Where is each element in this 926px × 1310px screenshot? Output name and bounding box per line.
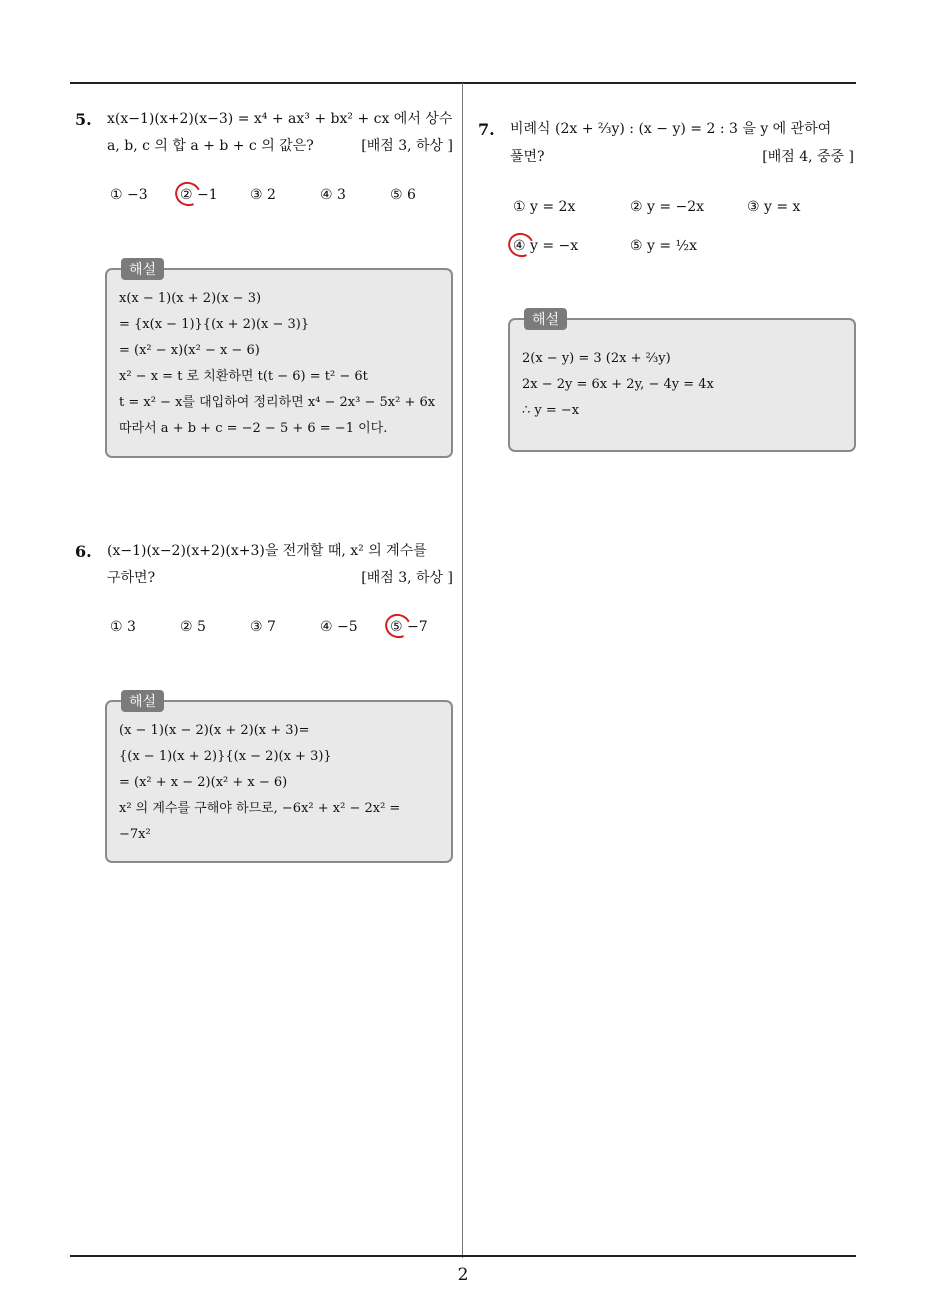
- question-meta: [배점 3, 하상 ]: [361, 138, 453, 154]
- solution-tag: 해설: [121, 690, 164, 712]
- solution-line: −7x²: [119, 827, 151, 842]
- solution-box-6: [105, 694, 453, 863]
- answer-circle-mark: [382, 610, 415, 641]
- solution-tag: 해설: [524, 308, 567, 330]
- solution-line: = {x(x − 1)}{(x + 2)(x − 3)}: [119, 317, 310, 332]
- solution-lines: [119, 286, 435, 442]
- question-text-line1: x(x−1)(x+2)(x−3) = x⁴ + ax³ + bx² + cx 에서 상수: [107, 111, 453, 127]
- bottom-rule: [70, 1255, 856, 1257]
- solution-line: x² − x = t 로 치환하면 t(t − 6) = t² − 6t: [119, 369, 368, 384]
- top-rule: [70, 82, 856, 84]
- solution-box-7: [508, 312, 856, 452]
- answer-circle-mark: [505, 229, 538, 260]
- page-number: 2: [457, 1265, 469, 1285]
- solution-line: (x − 1)(x − 2)(x + 2)(x + 3)=: [119, 723, 310, 738]
- choice-4[interactable]: ④ y = −x: [513, 238, 579, 254]
- solution-line: x(x − 1)(x + 2)(x − 3): [119, 291, 262, 306]
- choice-5[interactable]: ⑤ −7: [390, 619, 428, 635]
- answer-circle-mark: [172, 178, 205, 209]
- question-text-line2: a, b, c 의 합 a + b + c 의 값은?: [107, 138, 314, 154]
- solution-line: 따라서 a + b + c = −2 − 5 + 6 = −1 이다.: [119, 421, 388, 436]
- solution-line: x² 의 계수를 구해야 하므로, −6x² + x² − 2x² =: [119, 801, 401, 816]
- question-number: 5.: [75, 110, 92, 129]
- choice-2[interactable]: ② y = −2x: [630, 199, 705, 215]
- question-7: [478, 116, 854, 165]
- question-text-line1: (x−1)(x−2)(x+2)(x+3)을 전개할 때, x² 의 계수를: [107, 543, 427, 559]
- choice-1[interactable]: ① y = 2x: [513, 199, 576, 215]
- solution-lines: [522, 346, 714, 424]
- choice-1[interactable]: ① 3: [110, 619, 136, 635]
- choice-4[interactable]: ④ 3: [320, 187, 346, 203]
- choice-3[interactable]: ③ 7: [250, 619, 276, 635]
- question-text-line2: 구하면?: [107, 570, 156, 586]
- choice-4[interactable]: ④ −5: [320, 619, 358, 635]
- choice-5[interactable]: ⑤ 6: [390, 187, 416, 203]
- solution-line: = (x² + x − 2)(x² + x − 6): [119, 775, 288, 790]
- column-divider: [462, 83, 463, 1258]
- solution-lines: [119, 718, 400, 848]
- question-text-line1: 비례식 (2x + ⅔y) : (x − y) = 2 : 3 을 y 에 관하여: [510, 121, 832, 137]
- choice-3[interactable]: ③ 2: [250, 187, 276, 203]
- choice-5[interactable]: ⑤ y = ½x: [630, 238, 698, 254]
- question-5: [75, 106, 453, 154]
- solution-line: = (x² − x)(x² − x − 6): [119, 343, 260, 358]
- question-number: 7.: [478, 120, 495, 139]
- question-6: [75, 538, 453, 586]
- solution-line: 2(x − y) = 3 (2x + ⅔y): [522, 351, 671, 366]
- question-meta: [배점 3, 하상 ]: [361, 570, 453, 586]
- question-number: 6.: [75, 542, 92, 561]
- solution-line: {(x − 1)(x + 2)}{(x − 2)(x + 3)}: [119, 749, 332, 764]
- solution-tag: 해설: [121, 258, 164, 280]
- choice-3[interactable]: ③ y = x: [747, 199, 801, 215]
- solution-box-5: [105, 262, 453, 458]
- question-text-line2: 풀면?: [510, 149, 545, 165]
- solution-line: 2x − 2y = 6x + 2y, − 4y = 4x: [522, 377, 714, 392]
- solution-line: t = x² − x를 대입하여 정리하면 x⁴ − 2x³ − 5x² + 6x: [119, 395, 436, 410]
- choice-2[interactable]: ② 5: [180, 619, 206, 635]
- solution-line: ∴ y = −x: [522, 403, 580, 418]
- question-meta: [배점 4, 중중 ]: [762, 149, 854, 165]
- choice-2[interactable]: ② −1: [180, 187, 218, 203]
- choice-1[interactable]: ① −3: [110, 187, 148, 203]
